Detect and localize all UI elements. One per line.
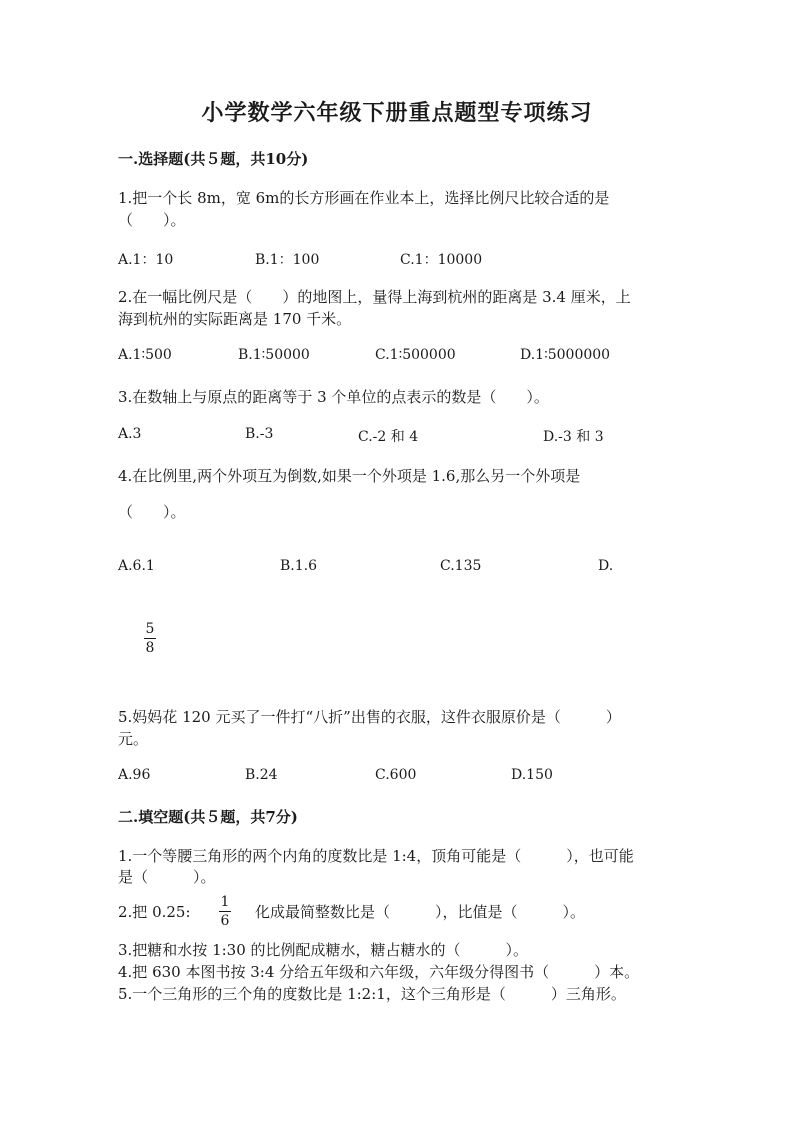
fill-q1-line1: 1.一个等腰三角形的两个内角的度数比是 1:4，顶角可能是（ ），也可能 bbox=[118, 847, 634, 865]
q4-option-d: D. bbox=[598, 558, 614, 574]
q2-option-b: B.1∶50000 bbox=[238, 347, 310, 363]
q4-line1: 4.在比例里,两个外项互为倒数,如果一个外项是 1.6,那么另一个外项是 bbox=[118, 467, 581, 485]
fill-q5: 5.一个三角形的三个角的度数比是 1:2:1，这个三角形是（ ）三角形。 bbox=[118, 985, 626, 1003]
q4-line2: （ ）。 bbox=[118, 503, 186, 521]
page-title: 小学数学六年级下册重点题型专项练习 bbox=[201, 100, 593, 126]
q5-option-d: D.150 bbox=[511, 767, 553, 783]
fraction-numerator: 5 bbox=[145, 621, 155, 637]
q3-option-b: B.-3 bbox=[245, 426, 274, 442]
q1-line2: （ ）。 bbox=[118, 211, 186, 229]
q2-option-a: A.1∶500 bbox=[118, 347, 172, 363]
q5-option-c: C.600 bbox=[375, 767, 417, 783]
q3-option-d: D.-3 和 3 bbox=[543, 429, 604, 445]
q2-option-c: C.1∶500000 bbox=[375, 347, 456, 363]
q1-option-a: A.1：10 bbox=[118, 252, 174, 268]
q2-line1: 2.在一幅比例尺是（ ）的地图上，量得上海到杭州的距离是 3.4 厘米，上 bbox=[118, 288, 631, 306]
fraction-bar bbox=[144, 638, 156, 639]
section2-heading: 二.填空题(共５题，共7分) bbox=[118, 808, 298, 826]
fraction-denominator: 6 bbox=[220, 913, 230, 929]
fill-q2-pre: 2.把 0.25: bbox=[118, 903, 191, 921]
q1-line1: 1.把一个长 8m，宽 6m的长方形画在作业本上，选择比例尺比较合适的是 bbox=[118, 189, 610, 207]
q4-option-a: A.6.1 bbox=[118, 558, 155, 574]
q2-line2: 海到杭州的实际距离是 170 千米。 bbox=[118, 310, 352, 328]
q1-option-b: B.1：100 bbox=[255, 252, 320, 268]
fill-q2-fraction bbox=[219, 894, 231, 929]
q3-option-a: A.3 bbox=[118, 426, 142, 442]
q3-line1: 3.在数轴上与原点的距离等于 3 个单位的点表示的数是（ ）。 bbox=[118, 388, 549, 406]
fill-q4: 4.把 630 本图书按 3:4 分给五年级和六年级，六年级分得图书（ ）本。 bbox=[118, 963, 640, 981]
fill-q2-post: 化成最简整数比是（ ），比值是（ ）。 bbox=[255, 903, 586, 921]
q3-option-c: C.-2 和 4 bbox=[358, 429, 419, 445]
section1-heading: 一.选择题(共５题，共10分) bbox=[118, 150, 309, 168]
q5-option-a: A.96 bbox=[118, 767, 151, 783]
fraction-numerator: 1 bbox=[220, 894, 230, 910]
q4-option-c: C.135 bbox=[440, 558, 482, 574]
q5-option-b: B.24 bbox=[245, 767, 278, 783]
q4-option-b: B.1.6 bbox=[280, 558, 318, 574]
fraction-denominator: 8 bbox=[145, 640, 155, 656]
q1-option-c: C.1：10000 bbox=[400, 252, 483, 268]
q5-line1: 5.妈妈花 120 元买了一件打“八折”出售的衣服，这件衣服原价是（ ） bbox=[118, 708, 621, 726]
q2-option-d: D.1∶5000000 bbox=[520, 347, 611, 363]
fill-q3: 3.把糖和水按 1:30 的比例配成糖水，糖占糖水的（ ）。 bbox=[118, 941, 529, 959]
fill-q1-line2: 是（ ）。 bbox=[118, 868, 216, 886]
q4-option-d-fraction bbox=[144, 621, 156, 656]
fraction-bar bbox=[219, 911, 231, 912]
q5-line2: 元。 bbox=[118, 730, 149, 748]
